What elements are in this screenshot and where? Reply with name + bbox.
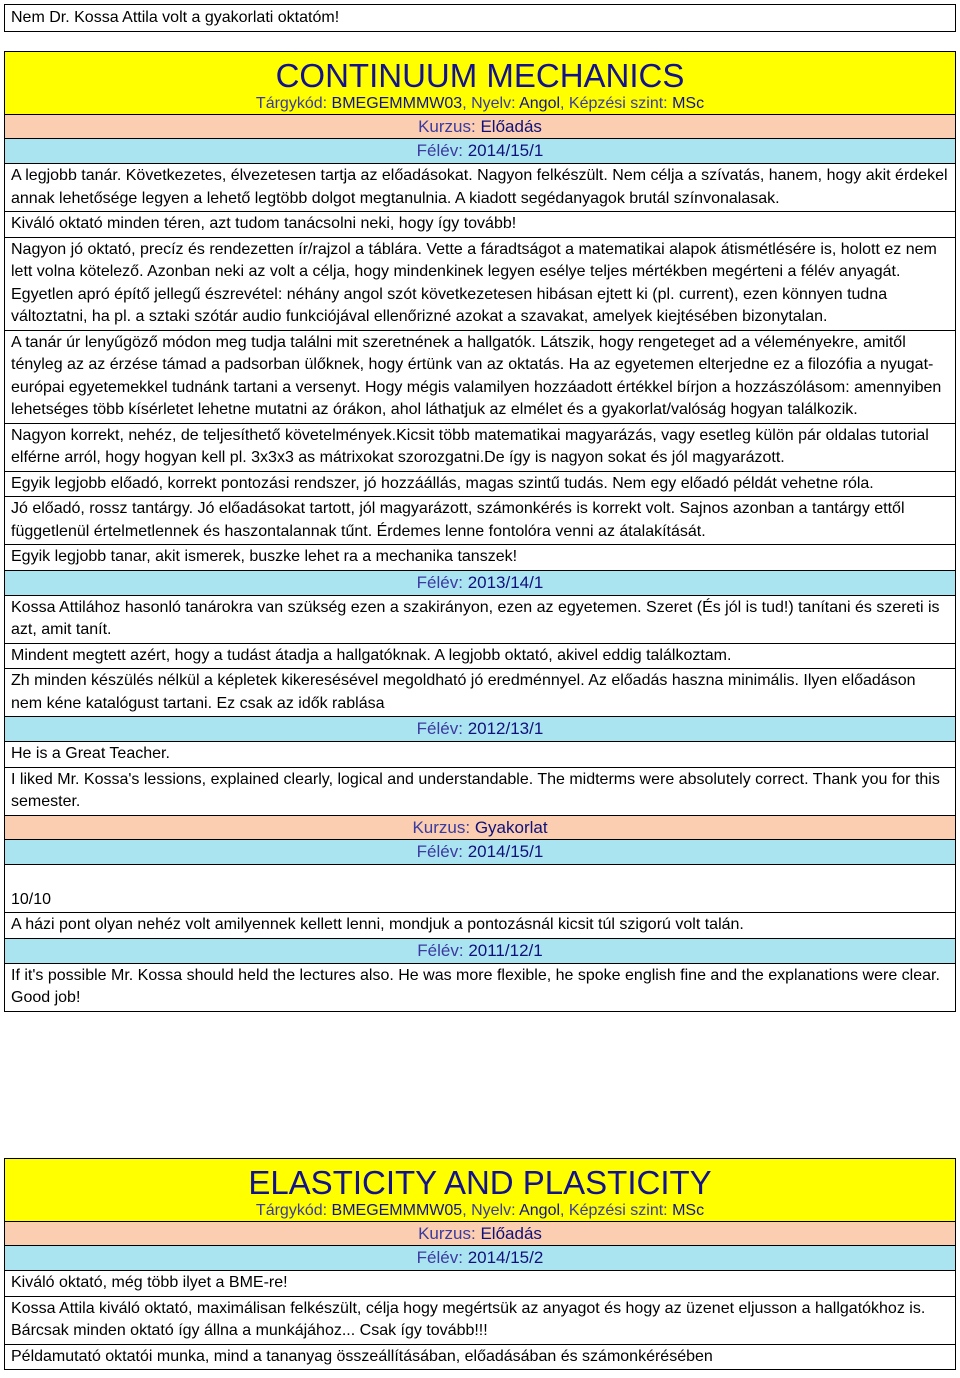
felev-row [5, 1245, 955, 1270]
felev-value: 2014/15/1 [467, 141, 544, 160]
review-list [5, 963, 955, 1011]
kurzus-row [5, 114, 955, 138]
felev-label: Félév: [417, 940, 464, 960]
course-title: CONTINUUM MECHANICS [275, 57, 685, 94]
label-targykod: Tárgykód: [255, 95, 328, 112]
course-header [5, 1159, 955, 1221]
kurzus-value: Gyakorlat [474, 817, 548, 837]
felev-row [5, 138, 955, 163]
review-list [5, 1270, 955, 1369]
review-item: Nagyon korrekt, nehéz, de teljesíthető követelmények.Kicsit több matematikai magyarázás, vagy esetleg külön pár oldalas tutorial elférne arról, hogy hogyan kell pl. 3x3x3 as mátrixokat szorozgatni.De így is nagyon sokat és jól magyarázott. [5, 423, 955, 471]
review-item: Mindent megtett azért, hogy a tudást átadja a hallgatóknak. A legjobb oktató, akivel eddig találkoztam. [5, 643, 955, 669]
kurzus-value: Előadás [480, 1224, 542, 1243]
course-code: BMEGEMMMW05 [331, 1202, 463, 1219]
course-card-continuum-mechanics [4, 51, 956, 1012]
review-list [5, 163, 955, 570]
kurzus-row [5, 815, 955, 839]
review-item: A tanár úr lenyűgöző módon meg tudja találni mit szeretnének a hallgatók. Látszik, hogy rengeteget ad a véleményekre, amitől tényleg az az érzése támad a padsorban ülőknek, hogy értünk van az oktatás. Ha az egyetemen elterjedne ez a filozófia a nyugat-európai egyetemekkel tudnánk tartani a versenyt. Hogy mégis valamilyen hozzáadott értékkel bírjon a hozzászólásom: amennyiben lehetséges több kísérletet lehetne mutatni az órákon, ahol láthatjuk az elmélet és a gyakorlat/valóság hogyan találkozik. [5, 330, 955, 423]
review-item: A házi pont olyan nehéz volt amilyennek kellett lenni, mondjuk a pontozásnál kicsit túl szigorú volt talán. [5, 912, 955, 938]
review-item: He is a Great Teacher. [11, 745, 170, 762]
kurzus-label: Kurzus: [418, 117, 476, 136]
course-title: ELASTICITY AND PLASTICITY [248, 1164, 712, 1201]
review-item: If it's possible Mr. Kossa should held the lectures also. He was more flexible, he spoke english fine and the explanations were clear. Good job! [11, 966, 940, 1006]
review-item: Kiváló oktató minden téren, azt tudom tanácsolni neki, hogy így tovább! [5, 211, 955, 237]
course-meta: Tárgykód: BMEGEMMMW05, Nyelv: Angol, Képzési szint: MSc [255, 1202, 705, 1219]
review-item: Példamutató oktatói munka, mind a tananyag összeállításában, előadásában és számonkérésében [5, 1344, 955, 1370]
course-code: BMEGEMMMW03 [331, 95, 463, 112]
felev-value: 2012/13/1 [467, 719, 544, 738]
label-nyelv: Nyelv: [471, 95, 516, 112]
review-list [5, 864, 955, 938]
kurzus-label: Kurzus: [412, 817, 471, 837]
label-nyelv: Nyelv: [471, 1202, 516, 1219]
review-item: A legjobb tanár. Következetes, élvezetesen tartja az előadásokat. Nagyon felkészült. Nem célja a szívatás, hanem, hogy akit érdekel annak lehetősége legyen a lehető legtöbb dolgot megtanulnia. A kiadott segédanyagok brutál színvonalasak. [11, 167, 948, 207]
review-item: I liked Mr. Kossa's lessions, explained clearly, logical and understandable. The midterms were absolutely correct. Thank you for this semester. [5, 767, 955, 815]
felev-label: Félév: [416, 572, 463, 592]
label-kepzesi: Képzési szint: [568, 95, 668, 112]
felev-value: 2014/15/2 [467, 1248, 544, 1267]
felev-row [5, 570, 955, 595]
felev-label: Félév: [416, 841, 463, 861]
review-item: Jó előadó, rossz tantárgy. Jó előadásokat tartott, jól magyarázott, számonkérés is korrekt volt. Sajnos azonban a tantárgy ettől függetlenül értelmetlennek és haszontalannak tűnt. Érdemes lenne fontolóra venni az átalakítását. [5, 496, 955, 544]
course-language: Angol [519, 95, 561, 112]
review-item: Egyik legjobb előadó, korrekt pontozási rendszer, jó hozzáállás, magas szintű tudás. Nem egy előadó példát vehetne róla. [5, 471, 955, 497]
felev-value: 2014/15/1 [467, 841, 544, 861]
review-item: Nagyon jó oktató, precíz és rendezetten ír/rajzol a táblára. Vette a fáradtságot a matematikai alapok átismétlésére is, holott ez nem lett volna kötelező. Azonban neki az volt a célja, hogy mindenkinek legyen esélye teljes mértékben megérteni a félév anyagát. Egyetlen apró építő jellegű észrevétel: néhány angol szót következetesen hibásan ejtett ki (pl. current), ezen könnyen tudna változtatni, ha pl. a sztaki szótár audio funkciójával ellenőrizné azokat a szavakat, amelyek kiejtésében bizonytalan. [5, 237, 955, 330]
felev-row [5, 716, 955, 741]
review-list [5, 741, 955, 815]
felev-label: Félév: [416, 141, 463, 160]
course-level: MSc [672, 1202, 705, 1219]
review-list [5, 595, 955, 717]
course-language: Angol [519, 1202, 561, 1219]
label-targykod: Tárgykód: [255, 1202, 328, 1219]
review-item: Kiváló oktató, még több ilyet a BME-re! [11, 1274, 288, 1291]
course-card-elasticity-and-plasticity [4, 1158, 956, 1370]
felev-label: Félév: [416, 1248, 463, 1267]
course-meta: Tárgykód: BMEGEMMMW03, Nyelv: Angol, Képzési szint: MSc [255, 95, 705, 112]
review-item: 10/10 [11, 890, 52, 908]
kurzus-label: Kurzus: [418, 1224, 476, 1243]
review-item: Kossa Attila kiváló oktató, maximálisan felkészült, célja hogy megértsük az anyagot és hogy az üzenet eljusson a hallgatókhoz is. Bárcsak minden oktató így állna a munkájához... Csak így tovább!!! [5, 1296, 955, 1344]
course-header [5, 52, 955, 114]
kurzus-row [5, 1221, 955, 1245]
felev-label: Félév: [416, 719, 463, 738]
review-item: Egyik legjobb tanar, akit ismerek, buszke lehet ra a mechanika tanszek! [5, 544, 955, 570]
kurzus-value: Előadás [480, 117, 542, 136]
course-level: MSc [672, 95, 705, 112]
top-note: Nem Dr. Kossa Attila volt a gyakorlati oktatóm! [4, 4, 956, 32]
review-item: Kossa Attilához hasonló tanárokra van szükség ezen a szakirányon, ezen az egyetemen. Szeret (És jól is tud!) tanítani és szereti is azt, amit tanít. [11, 598, 940, 638]
felev-value: 2011/12/1 [468, 940, 543, 960]
felev-value: 2013/14/1 [467, 572, 544, 592]
felev-row [5, 839, 955, 864]
felev-row [5, 938, 955, 963]
label-kepzesi: Képzési szint: [568, 1202, 668, 1219]
review-item: Zh minden készülés nélkül a képletek kikeresésével megoldható jó eredménnyel. Az előadás haszna minimális. Ilyen előadáson nem kéne katalógust tartani. Ez csak az idők rablása [5, 668, 955, 716]
